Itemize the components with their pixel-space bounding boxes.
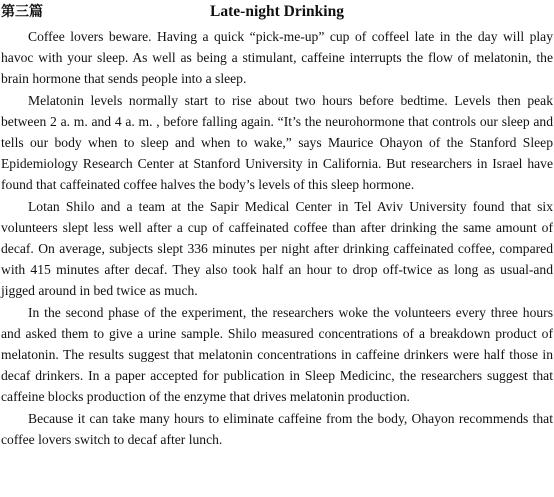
paragraph-5: Because it can take many hours to eliminate caffeine from the body, Ohayon recommends that coffee lovers switch to decaf after lunch.	[1, 411, 553, 447]
header	[0, 0, 554, 26]
paragraph-4: In the second phase of the experiment, the researchers woke the volunteers every three hours and asked them to give a urine sample. Shilo measured concentrations of a breakdown product of melatonin. The results suggest that melatonin concentrations in caffeine drinkers were half those in decaf drinkers. In a paper accepted for publication in Sleep Medicinc, the researchers suggest that caffeine blocks production of the enzyme that drives melatonin production.	[1, 305, 553, 404]
paragraph-2: Melatonin levels normally start to rise about two hours before bedtime. Levels then peak between 2 a. m. and 4 a. m. , before falling again. “It’s the neurohormone that controls our sleep and tells our body when to sleep and when to wake,” says Maurice Ohayon of the Stanford Sleep Epidemiology Research Center at Stanford University in California. But researchers in Israel have found that caffeinated coffee halves the body’s levels of this sleep hormone.	[1, 93, 553, 192]
section-label: 第三篇	[1, 4, 43, 20]
paragraph-3: Lotan Shilo and a team at the Sapir Medical Center in Tel Aviv University found that six volunteers slept less well after a cup of caffeinated coffee than after drinking the same amount of decaf. On average, subjects slept 336 minutes per night after drinking caffeinated coffee, compared with 415 minutes after decaf. They also took half an hour to drop off-twice as long as usual-and jigged around in bed twice as much.	[1, 199, 553, 298]
paragraph-1: Coffee lovers beware. Having a quick “pick-me-up” cup of coffeel late in the day will play havoc with your sleep. As well as being a stimulant, caffeine interrupts the flow of melatonin, the brain hormone that sends people into a sleep.	[1, 29, 553, 86]
article-title: Late-night Drinking	[210, 3, 344, 20]
article-body	[1, 26, 553, 450]
